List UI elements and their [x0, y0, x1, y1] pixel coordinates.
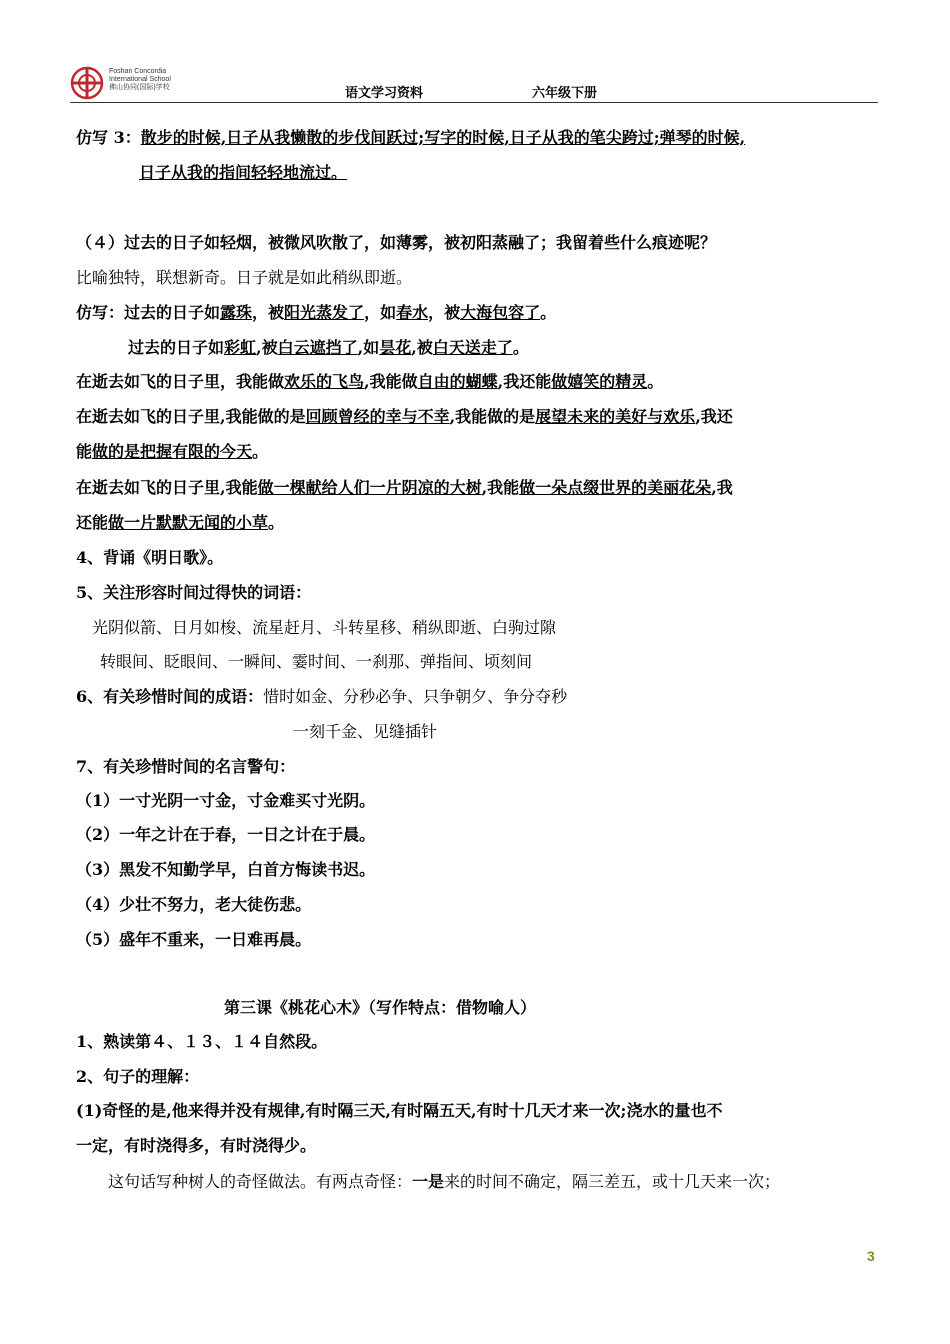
section-title: 第三课《桃花心木》（写作特点：借物喻人）: [224, 998, 537, 1017]
text-line: 仿写 3：散步的时候,日子从我懒散的步伐间跃过;写字的时候,日子从我的笔尖跨过;弹琴的时候,: [76, 128, 746, 147]
text-line: 4、背诵《明日歌》。: [76, 548, 224, 567]
school-logo-icon: [70, 66, 104, 100]
text-line: 仿写：过去的日子如露珠，被阳光蒸发了，如春水，被大海包容了。: [76, 303, 557, 322]
text-line: 光阴似箭、日月如梭、流星赶月、斗转星移、稍纵即逝、白驹过隙: [92, 618, 557, 637]
text-line: 能做的是把握有限的今天。: [76, 442, 269, 461]
text-line: 在逝去如飞的日子里,我能做一棵献给人们一片阴凉的大树,我能做一朵点缀世界的美丽花朵,我: [76, 478, 733, 497]
text-line: 1、熟读第４、１３、１４自然段。: [76, 1032, 328, 1051]
text-line: 转眼间、眨眼间、一瞬间、霎时间、一刹那、弹指间、顷刻间: [100, 652, 533, 671]
page-header: [70, 62, 878, 103]
text-line: 在逝去如飞的日子里,我能做的是回顾曾经的幸与不幸,我能做的是展望未来的美好与欢乐,我还: [76, 407, 733, 426]
text-line: （４）过去的日子如轻烟，被微风吹散了，如薄雾，被初阳蒸融了；我留着些什么痕迹呢？: [76, 233, 717, 252]
school-name: Foshan Concordia International School 佛山协同(国际)学校: [109, 68, 171, 91]
text-line: （4）少壮不努力，老大徒伤悲。: [76, 895, 312, 914]
text-line: 7、有关珍惜时间的名言警句：: [76, 757, 296, 776]
text-line: 日子从我的指间轻轻地流过。: [139, 163, 348, 182]
text-line: 5、关注形容时间过得快的词语：: [76, 583, 312, 602]
text-line: 还能做一片默默无闻的小草。: [76, 513, 285, 532]
text-line: 过去的日子如彩虹,被白云遮挡了,如昙花,被白天送走了。: [128, 338, 529, 357]
text-line: （1）一寸光阴一寸金，寸金难买寸光阴。: [76, 791, 376, 810]
page-number: 3: [867, 1248, 875, 1264]
text-line: 一刻千金、见缝插针: [293, 722, 438, 741]
header-title: 语文学习资料: [345, 86, 424, 101]
text-line: 一定，有时浇得多，有时浇得少。: [76, 1136, 317, 1155]
text-line: 6、有关珍惜时间的成语：惜时如金、分秒必争、只争朝夕、争分夺秒: [76, 687, 568, 706]
text-line: （5）盛年不重来，一日难再晨。: [76, 930, 312, 949]
text-line: 2、句子的理解：: [76, 1067, 200, 1086]
text-line: （2）一年之计在于春，一日之计在于晨。: [76, 825, 376, 844]
text-line: (1)奇怪的是,他来得并没有规律,有时隔三天,有时隔五天,有时十几天才来一次;浇水的量也不: [76, 1101, 723, 1120]
header-grade: 六年级下册: [532, 86, 598, 101]
text-line: 这句话写种树人的奇怪做法。有两点奇怪：一是来的时间不确定，隔三差五，或十几天来一次；: [108, 1172, 781, 1191]
text-line: （3）黑发不知勤学早，白首方悔读书迟。: [76, 860, 376, 879]
text-line: 比喻独特，联想新奇。日子就是如此稍纵即逝。: [76, 268, 413, 287]
text-line: 在逝去如飞的日子里，我能做欢乐的飞鸟,我能做自由的蝴蝶,我还能做嬉笑的精灵。: [76, 372, 664, 391]
